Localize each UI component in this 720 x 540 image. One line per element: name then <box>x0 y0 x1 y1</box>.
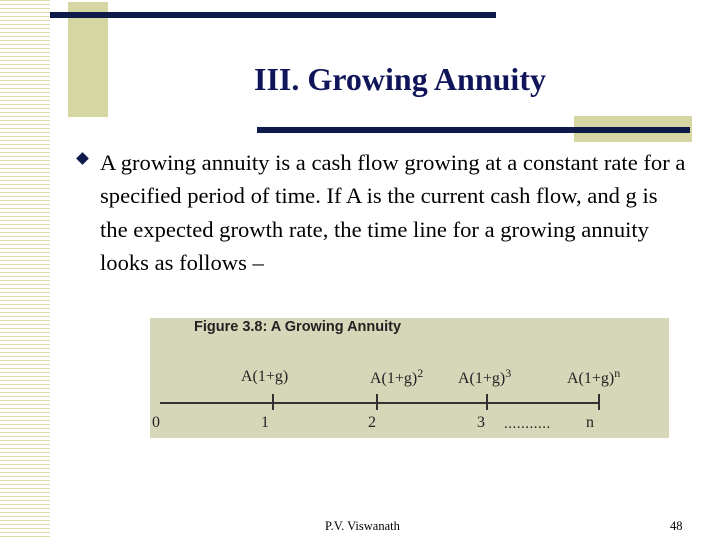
period-label: 3 <box>477 414 485 431</box>
cash-flow-exponent: n <box>614 366 621 380</box>
decorative-navy-bar-mid <box>257 127 690 133</box>
period-label: n <box>586 414 594 431</box>
cash-flow-base: A(1+g) <box>241 368 289 385</box>
page-number: 48 <box>670 519 683 533</box>
cash-flow-label <box>567 366 620 388</box>
timeline-tick <box>272 394 274 410</box>
cash-flow-base: A(1+g) <box>458 370 506 387</box>
diamond-bullet-icon <box>76 152 89 165</box>
cash-flow-exponent: 3 <box>505 366 512 380</box>
timeline-tick <box>598 394 600 410</box>
period-label: 2 <box>368 414 376 431</box>
bullet-text: A growing annuity is a cash flow growing at a constant rate for a specified period of time. If A is the current cash flow, and g is the expected growth rate, the time line for a growing annuity looks as follows – <box>100 150 686 276</box>
footer-author: P.V. Viswanath <box>325 519 400 533</box>
cash-flow-base: A(1+g) <box>370 370 418 387</box>
cash-flow-label <box>458 366 511 388</box>
timeline-axis <box>160 402 600 404</box>
cash-flow-exponent: 2 <box>417 366 424 380</box>
period-label: 1 <box>261 414 269 431</box>
decorative-navy-bar <box>50 12 496 18</box>
timeline-tick <box>376 394 378 410</box>
timeline-tick <box>486 394 488 410</box>
bullet-item <box>78 146 688 280</box>
timeline-ellipsis: ........... <box>504 416 551 432</box>
period-label: 0 <box>152 414 160 431</box>
figure-title: Figure 3.8: A Growing Annuity <box>194 319 402 335</box>
decorative-stripes <box>0 0 50 540</box>
cash-flow-label <box>370 366 423 388</box>
timeline-figure <box>150 318 669 438</box>
cash-flow-base: A(1+g) <box>567 370 615 387</box>
decorative-olive-block <box>68 2 108 117</box>
slide-title: III. Growing Annuity <box>254 61 546 97</box>
cash-flow-label <box>241 364 288 386</box>
